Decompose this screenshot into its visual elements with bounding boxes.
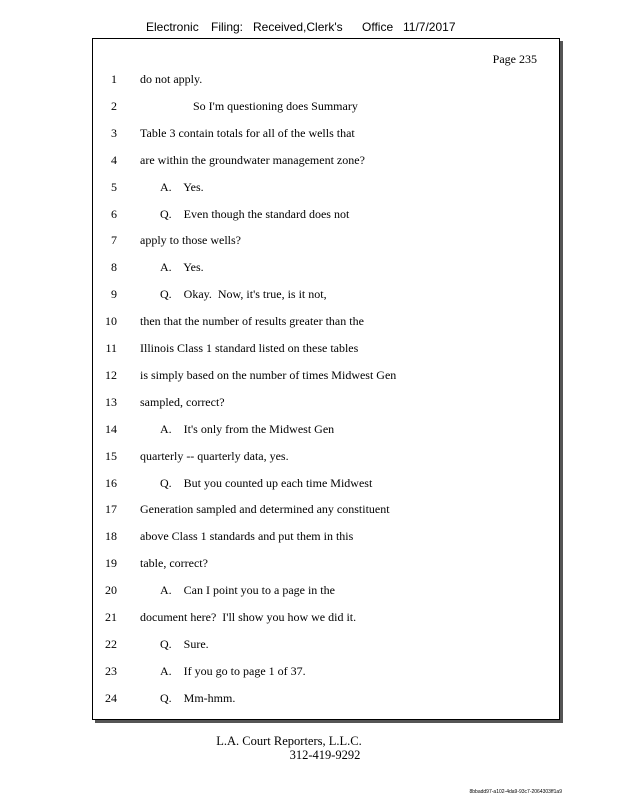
line-text: sampled, correct?	[140, 394, 225, 409]
transcript-line	[93, 260, 559, 278]
line-text: Illinois Class 1 standard listed on these tables	[140, 341, 359, 355]
line-text: Table 3 contain totals for all of the wells that	[140, 125, 355, 140]
transcript-line	[93, 556, 559, 574]
line-number: 4	[111, 152, 117, 167]
line-text: are within the groundwater management zone?	[140, 152, 365, 167]
line-text: A. Yes.	[160, 179, 204, 194]
filing-header	[0, 20, 618, 38]
line-text: document here? I'll show you how we did it.	[140, 610, 357, 624]
transcript-line	[93, 314, 559, 332]
page-number: Page 235	[492, 52, 537, 66]
line-text: apply to those wells?	[140, 233, 241, 248]
line-text: Q. Even though the standard does not	[160, 206, 350, 221]
transcript-line	[93, 691, 559, 709]
line-text: A. Yes.	[160, 260, 204, 275]
transcript-line	[93, 395, 559, 413]
header-office: Office	[362, 20, 394, 34]
line-number: 16	[105, 475, 117, 490]
line-number: 20	[105, 583, 117, 598]
transcript-line	[93, 610, 559, 628]
transcript-line	[93, 637, 559, 655]
line-number: 21	[105, 610, 117, 624]
line-number: 3	[111, 125, 117, 140]
line-text: Generation sampled and determined any constituent	[140, 502, 390, 517]
line-text: do not apply.	[140, 72, 203, 86]
transcript-line	[93, 99, 559, 117]
line-text: Q. Mm-hmm.	[160, 690, 236, 705]
line-text: So I'm questioning does Summary	[193, 98, 358, 113]
line-number: 18	[105, 529, 117, 544]
line-text: Q. Sure.	[160, 636, 209, 651]
line-number: 19	[105, 556, 117, 571]
line-number: 17	[105, 502, 117, 517]
line-number: 24	[105, 690, 117, 705]
footer-phone: 312-419-9292	[289, 748, 361, 762]
line-text: above Class 1 standards and put them in this	[140, 529, 354, 544]
line-number: 1	[111, 72, 117, 86]
header-date: 11/7/2017	[403, 20, 456, 34]
transcript-line	[93, 233, 559, 251]
transcript-line	[93, 126, 559, 144]
line-text: A. If you go to page 1 of 37.	[160, 663, 306, 678]
line-number: 9	[111, 287, 117, 302]
line-text: table, correct?	[140, 556, 208, 571]
transcript-line	[93, 502, 559, 520]
line-text: then that the number of results greater than the	[140, 314, 364, 329]
transcript-line	[93, 476, 559, 494]
transcript-line	[93, 341, 559, 359]
line-number: 22	[105, 636, 117, 651]
line-number: 2	[111, 98, 117, 113]
line-number: 7	[111, 233, 117, 248]
line-text: quarterly -- quarterly data, yes.	[140, 448, 289, 463]
header-electronic: Electronic	[146, 20, 199, 34]
transcript-line	[93, 664, 559, 682]
transcript-page	[92, 38, 560, 720]
line-text: A. Can I point you to a page in the	[160, 583, 335, 598]
line-number: 12	[105, 367, 117, 382]
line-number: 14	[105, 421, 117, 436]
document-hash: 8bbadd97-a102-4da9-93c7-2064303ff1a9	[469, 789, 562, 795]
transcript-line	[93, 449, 559, 467]
transcript-line	[93, 422, 559, 440]
transcript-line	[93, 153, 559, 171]
transcript-line	[93, 72, 559, 90]
transcript-line	[93, 180, 559, 198]
line-text: A. It's only from the Midwest Gen	[160, 421, 335, 436]
transcript-line	[93, 583, 559, 601]
transcript-line	[93, 529, 559, 547]
line-number: 6	[111, 206, 117, 221]
transcript-line	[93, 368, 559, 386]
line-text: Q. But you counted up each time Midwest	[160, 475, 373, 490]
line-text: is simply based on the number of times Midwest Gen	[140, 367, 397, 382]
transcript-line	[93, 207, 559, 225]
line-number: 11	[105, 341, 117, 355]
header-filing: Filing:	[211, 20, 244, 34]
line-number: 10	[105, 314, 117, 329]
footer-company: L.A. Court Reporters, L.L.C.	[216, 734, 362, 748]
header-received: Received,Clerk's	[253, 20, 343, 34]
line-number: 8	[111, 260, 117, 275]
line-number: 5	[111, 179, 117, 194]
line-number: 23	[105, 663, 117, 678]
line-text: Q. Okay. Now, it's true, is it not,	[160, 287, 327, 302]
transcript-line	[93, 287, 559, 305]
line-number: 13	[105, 394, 117, 409]
line-number: 15	[105, 448, 117, 463]
